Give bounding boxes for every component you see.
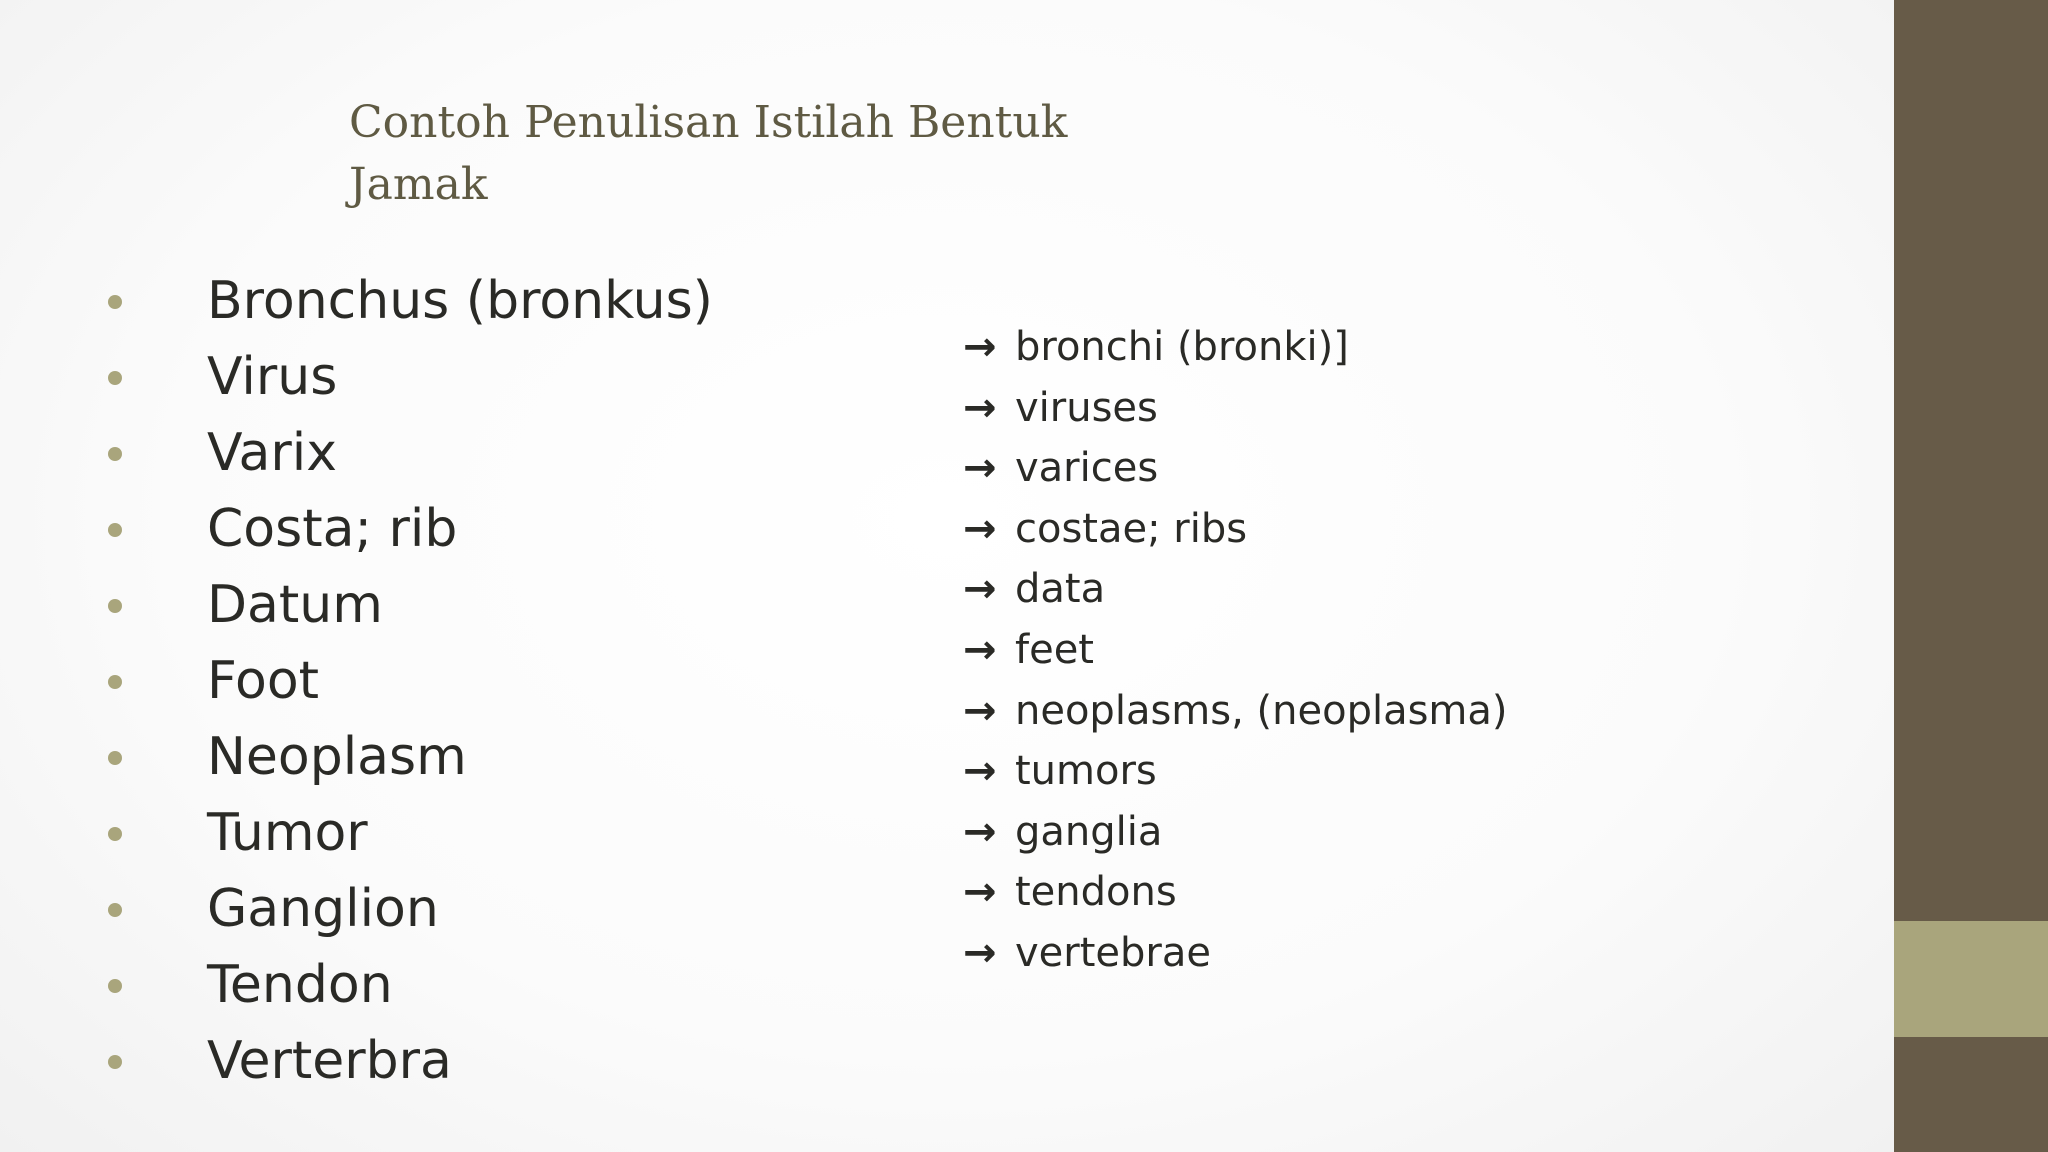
list-item [963,802,1508,863]
bullet-icon [108,903,122,917]
plural-term: neoplasms, (neoplasma) [1015,687,1508,734]
list-item [963,862,1508,923]
arrow-right-icon: → [963,505,997,552]
singular-term: Neoplasm [207,727,467,787]
list-item [963,378,1508,439]
bullet-icon [108,675,122,689]
singular-term: Virus [207,347,338,407]
arrow-right-icon: → [963,808,997,855]
bullet-icon [108,447,122,461]
singular-term: Tumor [207,803,368,863]
plural-term: varices [1015,445,1159,492]
singular-term: Costa; rib [207,499,458,559]
slide-title: Contoh Penulisan Istilah Bentuk Jamak [349,97,1068,210]
arrow-right-icon: → [963,687,997,734]
arrow-right-icon: → [963,566,997,613]
arrow-right-icon: → [963,929,997,976]
singular-term: Bronchus (bronkus) [207,271,713,331]
bullet-icon [108,1055,122,1069]
arrow-right-icon: → [963,445,997,492]
plural-term: costae; ribs [1015,505,1248,552]
arrow-right-icon: → [963,384,997,431]
bullet-icon [108,371,122,385]
list-item [963,923,1508,984]
plural-terms-list [963,317,1508,984]
bullet-icon [108,751,122,765]
plural-term: data [1015,566,1106,613]
plural-term: tumors [1015,748,1157,795]
singular-term: Ganglion [207,879,439,939]
bullet-icon [108,979,122,993]
singular-term: Foot [207,651,320,711]
bullet-icon [108,523,122,537]
side-decoration-accent [1894,921,2048,1037]
bullet-icon [108,599,122,613]
singular-term: Datum [207,575,383,635]
plural-term: viruses [1015,384,1158,431]
list-item [963,317,1508,378]
bullet-icon [108,827,122,841]
plural-term: bronchi (bronki)] [1015,324,1349,370]
arrow-right-icon: → [963,324,997,370]
list-item [963,681,1508,742]
list-item [963,620,1508,681]
plural-term: feet [1015,626,1094,673]
plural-term: vertebrae [1015,929,1211,976]
list-item [963,559,1508,620]
singular-term: Tendon [207,955,393,1015]
singular-term: Varix [207,423,337,483]
arrow-right-icon: → [963,869,997,916]
plural-term: ganglia [1015,808,1163,855]
list-item [963,499,1508,560]
arrow-right-icon: → [963,626,997,673]
bullet-icon [108,295,122,309]
plural-term: tendons [1015,869,1177,916]
singular-term: Verterbra [207,1031,452,1091]
arrow-right-icon: → [963,748,997,795]
list-item [963,438,1508,499]
list-item [963,741,1508,802]
